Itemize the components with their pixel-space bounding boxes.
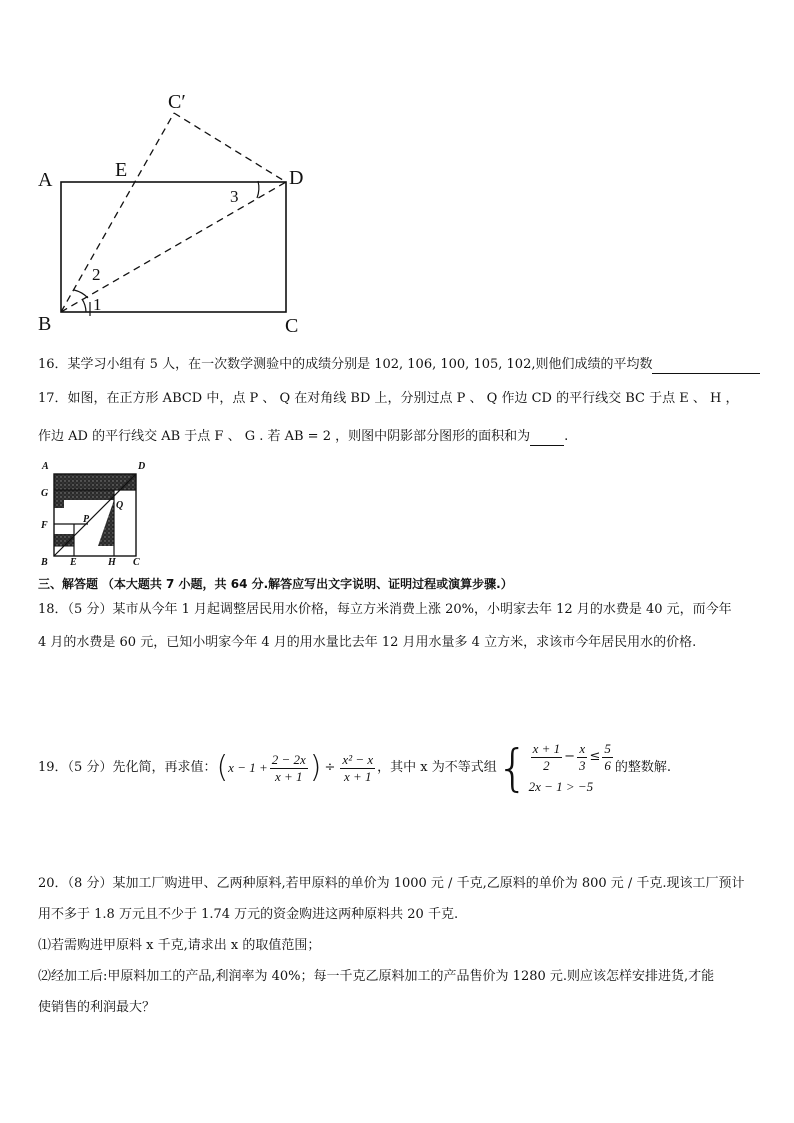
angle-3-arc — [257, 181, 259, 198]
ineq-frac-2-denominator: 3 — [579, 757, 586, 773]
ineq-frac-1-denominator: 2 — [543, 757, 550, 773]
label-c-prime: C′ — [168, 91, 186, 113]
section-3-header — [38, 575, 513, 593]
label-d: D — [289, 167, 304, 189]
question-20-line-5: 使销售的利润最大？ — [38, 1000, 156, 1015]
question-19-middle: ，其中 x 为不等式组 — [377, 760, 497, 775]
ineq-frac-3-numerator: 5 — [604, 740, 611, 756]
fig2-label-a: A — [42, 461, 49, 472]
section-3-note: （本大题共 7 小题，共 64 分.解答应写出文字说明、证明过程或演算步骤.） — [101, 577, 513, 591]
dashed-bd — [61, 182, 286, 312]
fig2-label-c: C — [133, 557, 140, 568]
shaded-top-strip — [54, 474, 136, 490]
answer-blank-16 — [652, 355, 760, 374]
shaded-triangle-q — [98, 500, 114, 546]
figure-square-shaded — [36, 456, 156, 568]
fig2-label-p: P — [83, 514, 90, 525]
question-17-line-2 — [38, 427, 568, 446]
question-18-line-2: 4 月的水费是 60 元，已知小明家今年 4 月的用水量比去年 12 月用水量多 4 立方米，求该市今年居民用水的价格. — [38, 635, 697, 650]
question-20-line-1: 20．（8 分）某加工厂购进甲、乙两种原料,若甲原料的单价为 1000 元 / 千克,乙原料的单价为 800 元 / 千克.现该工厂预计 — [38, 876, 745, 891]
divide-sign: ÷ — [324, 760, 336, 775]
question-19-prefix: 19．（5 分）先化简，再求值： — [38, 760, 217, 775]
ineq-frac-2 — [577, 741, 588, 774]
label-angle-1: 1 — [93, 295, 102, 314]
ineq-frac-3-denominator: 6 — [604, 757, 611, 773]
label-b: B — [38, 313, 52, 335]
question-20-line-3: ⑴若需购进甲原料 x 千克,请求出 x 的取值范围； — [38, 938, 321, 953]
question-17-end: . — [564, 429, 569, 444]
inequality-1 — [529, 741, 615, 774]
ineq-frac-1-numerator: x + 1 — [532, 740, 561, 756]
question-18-line-1: 18．（5 分）某市从今年 1 月起调整居民用水价格，每立方米消费上涨 20%，小明家去年 12 月的水费是 40 元，而今年 — [38, 602, 732, 617]
fig2-label-d: D — [138, 461, 146, 472]
right-paren: ) — [309, 750, 322, 785]
left-paren: ( — [216, 750, 229, 785]
system-brace: { — [496, 739, 529, 797]
shaded-small-corner — [54, 534, 74, 546]
dashed-c-prime-d — [174, 113, 286, 182]
fig2-label-g: G — [41, 488, 49, 499]
figure-rectangle-fold — [30, 80, 330, 340]
fig2-label-q: Q — [116, 500, 124, 511]
fraction-1-denominator: x + 1 — [275, 768, 303, 784]
ineq-le: ≤ — [589, 749, 601, 764]
inequality-system — [529, 741, 615, 796]
ineq-frac-3 — [602, 741, 613, 774]
fraction-2-numerator: x² − x — [342, 751, 374, 767]
fraction-1 — [270, 752, 308, 785]
fig2-label-b: B — [41, 557, 48, 568]
label-e: E — [115, 159, 128, 181]
ineq-frac-2-numerator: x — [579, 740, 586, 756]
ineq-minus: − — [564, 749, 576, 764]
ineq-frac-1 — [531, 741, 563, 774]
label-c: C — [285, 315, 299, 337]
question-19-suffix: 的整数解. — [614, 760, 672, 775]
fig2-label-e: E — [70, 557, 77, 568]
label-a: A — [38, 169, 53, 191]
question-17-line-2-text: 作边 AD 的平行线交 AB 于点 F 、 G . 若 AB = 2 ，则图中阴影部分图形的面积和为 — [38, 429, 531, 444]
fig2-label-h: H — [108, 557, 116, 568]
fig2-label-f: F — [41, 520, 48, 531]
term-x-minus-1: x − 1 + — [228, 760, 268, 775]
question-19 — [38, 738, 671, 798]
dashed-bc-prime — [61, 113, 174, 312]
section-3-title: 三、解答题 — [38, 577, 99, 591]
question-17-line-1: 17．如图，在正方形 ABCD 中，点 P 、 Q 在对角线 BD 上，分别过点 P 、 Q 作边 CD 的平行线交 BC 于点 E 、 H ， — [38, 391, 739, 406]
question-16 — [38, 355, 760, 374]
fraction-1-numerator: 2 − 2x — [271, 751, 306, 767]
question-16-text: 16．某学习小组有 5 人，在一次数学测验中的成绩分别是 102, 106, 100, 105, 102,则他们成绩的平均数 — [38, 357, 653, 372]
fraction-2-denominator: x + 1 — [344, 768, 372, 784]
angle-2-arc — [74, 290, 88, 298]
question-20-line-2: 用不多于 1.8 万元且不少于 1.74 万元的资金购进这两种原料共 20 千克. — [38, 907, 459, 922]
question-20-line-4: ⑵经加工后:甲原料加工的产品,利润率为 40%；每一千克乙原料加工的产品售价为 1280 元.则应该怎样安排进货,才能 — [38, 969, 715, 984]
label-angle-2: 2 — [92, 265, 101, 284]
fraction-2 — [340, 752, 375, 785]
inequality-2: 2x − 1 > −5 — [528, 778, 594, 794]
answer-blank-17 — [530, 427, 564, 446]
angle-1-arc — [82, 299, 86, 312]
label-angle-3: 3 — [230, 187, 239, 206]
